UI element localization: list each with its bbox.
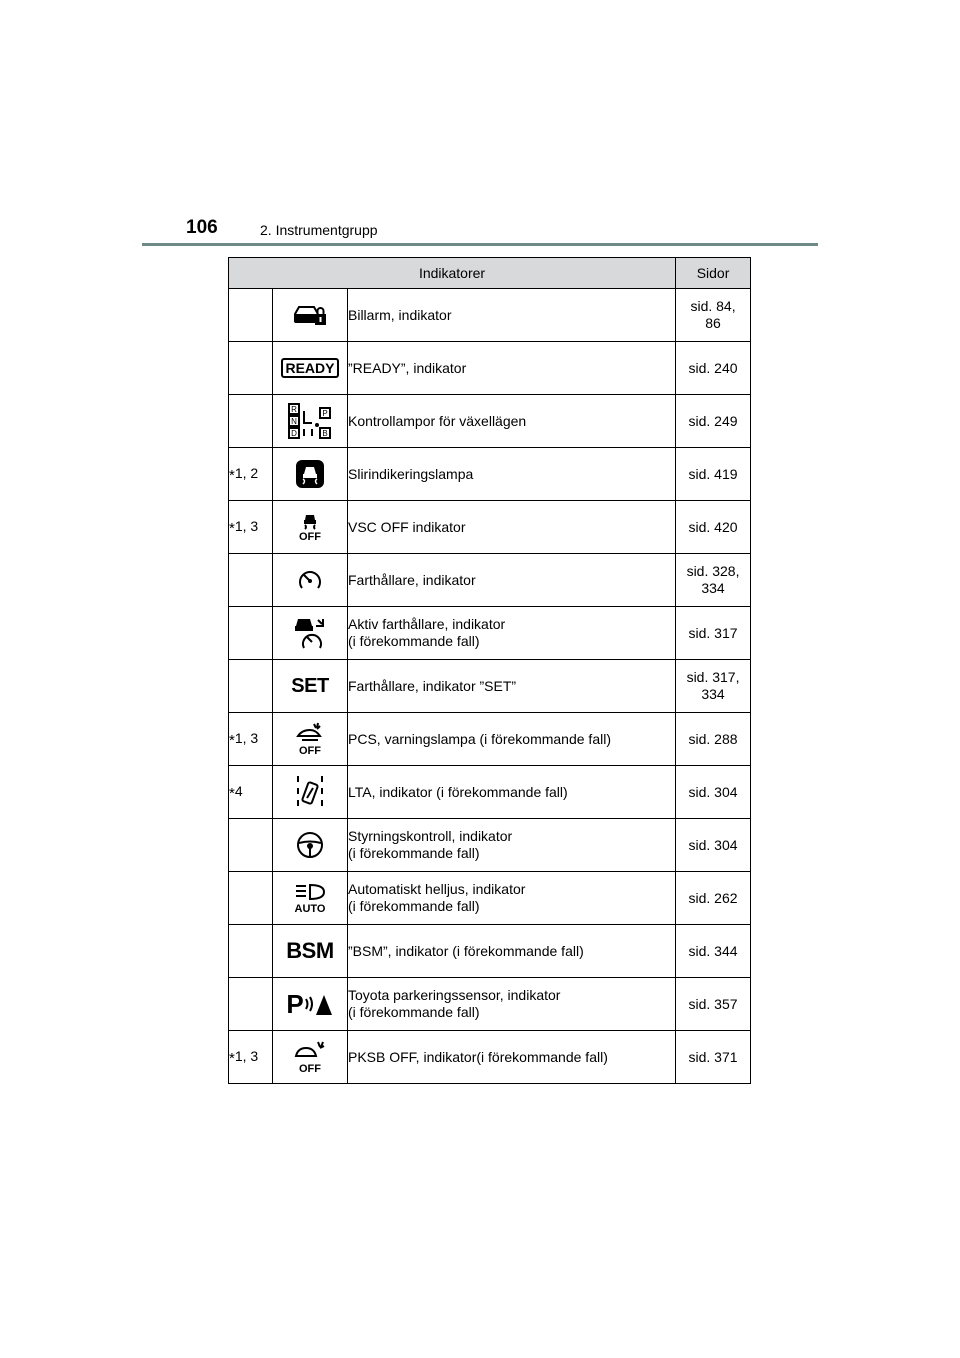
footnote-cell: [229, 713, 273, 766]
table-row: [229, 978, 751, 1031]
description-line: (i förekommande fall): [348, 898, 480, 914]
description-line: Kontrollampor för växellägen: [348, 412, 527, 429]
indicator-description: [348, 713, 676, 766]
page-ref-line: sid. 328,: [686, 563, 740, 579]
footnote-cell: [229, 554, 273, 607]
description-line: (i förekommande fall): [348, 1004, 480, 1020]
footnote-ref: 1, 2: [234, 464, 259, 481]
footnote-cell: [229, 925, 273, 978]
active-cruise-control-icon: [273, 607, 348, 660]
table-row: [229, 342, 751, 395]
indicator-description: [348, 607, 676, 660]
indicator-description: [348, 819, 676, 872]
svg-text:P: P: [322, 409, 328, 418]
asterisk-icon: *: [229, 466, 235, 484]
description-line: Automatiskt helljus, indikator: [348, 881, 526, 897]
description-line: LTA, indikator (i förekommande fall): [348, 783, 568, 800]
page-ref-line: sid. 304: [688, 836, 738, 853]
page-ref-line: sid. 371: [688, 1048, 738, 1065]
description-line: ”BSM”, indikator (i förekommande fall): [348, 942, 584, 959]
page-ref-line: 334: [701, 686, 725, 702]
page-ref-line: sid. 262: [688, 889, 738, 906]
footnote-ref: 1, 3: [234, 729, 259, 746]
description-line: VSC OFF indikator: [348, 518, 466, 535]
page-ref-line: sid. 419: [688, 465, 738, 482]
table-row: [229, 501, 751, 554]
parking-p-label: P: [286, 988, 304, 1019]
page-ref-line: sid. 344: [688, 942, 738, 959]
svg-text:R: R: [291, 405, 297, 414]
footnote-cell: [229, 289, 273, 342]
table-row: [229, 448, 751, 501]
footnote-ref: 1, 3: [234, 1047, 259, 1064]
footnote-cell: [229, 501, 273, 554]
footnote-cell: [229, 342, 273, 395]
table-row: [229, 713, 751, 766]
page-number: 106: [186, 217, 218, 238]
footnote-ref: 1, 3: [234, 517, 259, 534]
page-ref-line: sid. 317,: [686, 669, 740, 685]
bsm-icon-label: BSM: [286, 938, 334, 963]
page-reference: [676, 925, 751, 978]
table-row: [229, 766, 751, 819]
table-row: [229, 660, 751, 713]
steering-control-icon: [273, 819, 348, 872]
page-reference: [676, 554, 751, 607]
shift-position-icon: [273, 395, 348, 448]
page-ref-line: sid. 240: [688, 359, 738, 376]
page-ref-line: sid. 249: [688, 412, 738, 429]
description-line: PKSB OFF, indikator(i förekommande fall): [348, 1048, 608, 1065]
description-line: Farthållare, indikator ”SET”: [348, 677, 517, 694]
page-reference: [676, 766, 751, 819]
page-reference: [676, 660, 751, 713]
page-ref-line: sid. 288: [688, 730, 738, 747]
ready-icon-label: READY: [281, 358, 338, 378]
asterisk-icon: *: [229, 519, 235, 537]
table-row: [229, 395, 751, 448]
table-row: [229, 607, 751, 660]
table-row: [229, 554, 751, 607]
footnote-ref: 4: [234, 782, 243, 799]
indicator-description: [348, 766, 676, 819]
page-reference: [676, 448, 751, 501]
slip-indicator-icon: [273, 448, 348, 501]
indicator-description: [348, 289, 676, 342]
page-reference: [676, 342, 751, 395]
footnote-cell: [229, 978, 273, 1031]
parking-sensor-icon: [273, 978, 348, 1031]
asterisk-icon: *: [229, 784, 235, 802]
indicator-table: [228, 257, 751, 1084]
asterisk-icon: *: [229, 731, 235, 749]
indicator-description: [348, 978, 676, 1031]
description-line: Styrningskontroll, indikator: [348, 828, 513, 844]
car-alarm-lock-icon: [273, 289, 348, 342]
description-line: Farthållare, indikator: [348, 571, 476, 588]
footnote-cell: [229, 1031, 273, 1084]
section-title: 2. Instrumentgrupp: [260, 222, 378, 238]
table-row: [229, 1031, 751, 1084]
svg-text:N: N: [291, 417, 297, 426]
cruise-control-icon: [273, 554, 348, 607]
description-line: Billarm, indikator: [348, 306, 452, 323]
page-reference: [676, 501, 751, 554]
header-divider: [142, 243, 818, 246]
page-reference: [676, 395, 751, 448]
pcs-off-label: OFF: [299, 745, 321, 757]
column-header-pages: Sidor: [676, 258, 751, 289]
indicator-description: [348, 342, 676, 395]
description-line: Aktiv farthållare, indikator: [348, 616, 506, 632]
svg-text:D: D: [291, 429, 297, 438]
description-line: Slirindikeringslampa: [348, 465, 474, 482]
description-line: ”READY”, indikator: [348, 359, 467, 376]
ready-icon: [273, 342, 348, 395]
table-body: [229, 289, 751, 1084]
description-line: (i förekommande fall): [348, 633, 480, 649]
indicator-description: [348, 925, 676, 978]
indicator-description: [348, 448, 676, 501]
indicator-description: [348, 554, 676, 607]
indicator-description: [348, 872, 676, 925]
page-reference: [676, 607, 751, 660]
description-line: Toyota parkeringssensor, indikator: [348, 987, 561, 1003]
page-reference: [676, 713, 751, 766]
page-ref-line: 334: [701, 580, 725, 596]
page-ref-line: sid. 357: [688, 995, 738, 1012]
footnote-cell: [229, 395, 273, 448]
set-icon-label: SET: [291, 674, 329, 697]
indicator-description: [348, 660, 676, 713]
page-reference: [676, 819, 751, 872]
vsc-off-label: OFF: [299, 531, 321, 543]
page-ref-line: sid. 317: [688, 624, 738, 641]
page-ref-line: sid. 84,: [690, 298, 736, 314]
table-row: [229, 925, 751, 978]
auto-high-beam-icon: [273, 872, 348, 925]
indicator-description: [348, 395, 676, 448]
pksb-off-icon: [273, 1031, 348, 1084]
footnote-cell: [229, 448, 273, 501]
table-row: [229, 819, 751, 872]
cruise-set-icon: [273, 660, 348, 713]
table-header-row: [229, 258, 751, 289]
asterisk-icon: *: [229, 1049, 235, 1067]
footnote-cell: [229, 819, 273, 872]
table-row: [229, 872, 751, 925]
indicator-description: [348, 1031, 676, 1084]
footnote-cell: [229, 660, 273, 713]
page-reference: [676, 872, 751, 925]
description-line: PCS, varningslampa (i förekommande fall): [348, 730, 611, 747]
lta-icon: [273, 766, 348, 819]
page-reference: [676, 978, 751, 1031]
auto-label: AUTO: [294, 903, 326, 915]
page-reference: [676, 289, 751, 342]
pcs-warning-icon: [273, 713, 348, 766]
footnote-cell: [229, 607, 273, 660]
page-ref-line: 86: [705, 315, 721, 331]
description-line: (i förekommande fall): [348, 845, 480, 861]
page-ref-line: sid. 304: [688, 783, 738, 800]
column-header-indicators: Indikatorer: [229, 258, 676, 289]
page-ref-line: sid. 420: [688, 518, 738, 535]
table-row: [229, 289, 751, 342]
bsm-icon: [273, 925, 348, 978]
pksb-off-label: OFF: [299, 1063, 321, 1075]
footnote-cell: [229, 766, 273, 819]
footnote-cell: [229, 872, 273, 925]
indicator-description: [348, 501, 676, 554]
svg-text:B: B: [322, 429, 328, 438]
vsc-off-icon: [273, 501, 348, 554]
page-reference: [676, 1031, 751, 1084]
